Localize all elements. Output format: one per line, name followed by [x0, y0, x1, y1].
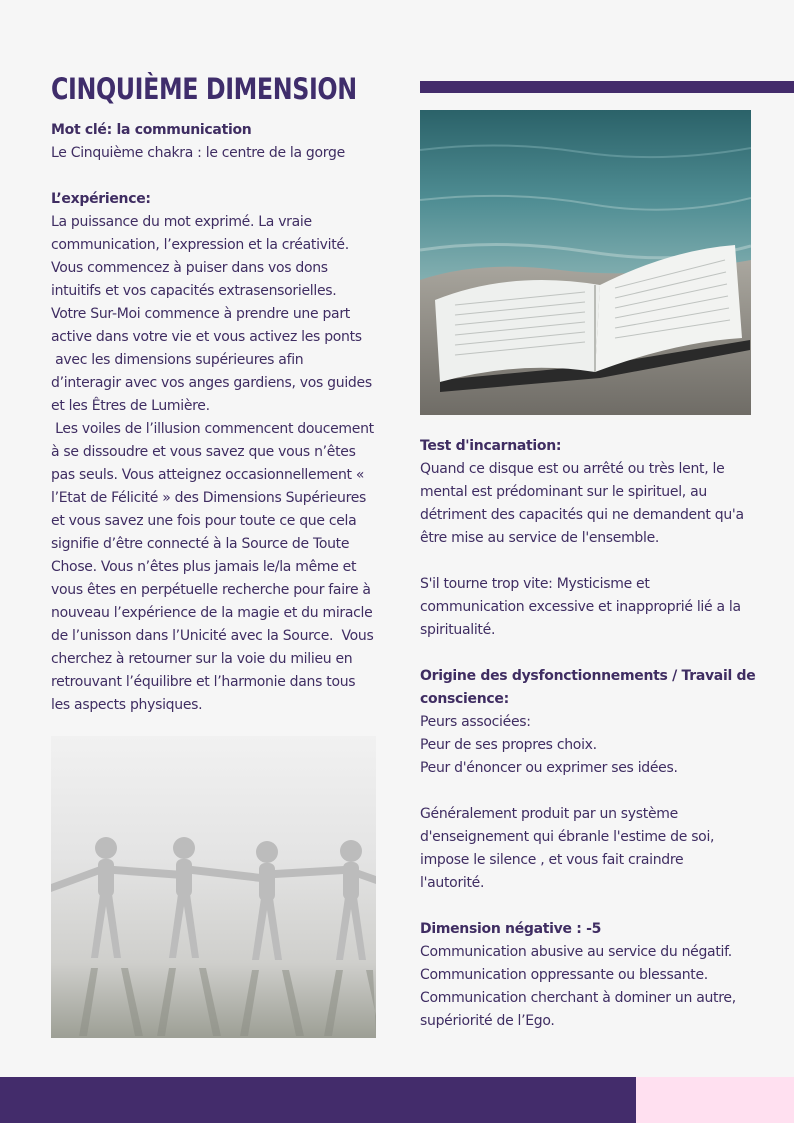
footer-bar [0, 1077, 636, 1123]
origin-line: Peurs associées: [420, 714, 531, 730]
test-line: mental est prédominant sur le spirituel, au [420, 484, 707, 500]
left-column [51, 119, 387, 717]
right-column [420, 435, 760, 1033]
general-line: impose le silence , et vous fait craindre [420, 852, 684, 868]
experience-line: signifie d’être connecté à la Source de Toute [51, 536, 350, 552]
experience-line: Les voiles de l’illusion commencent doucement [51, 421, 374, 437]
test-line: être mise au service de l'ensemble. [420, 530, 660, 546]
experience-line: pas seuls. Vous atteignez occasionnellement « [51, 467, 365, 483]
paper-people-illustration [51, 736, 376, 1038]
experience-line: vous êtes en perpétuelle recherche pour faire à [51, 582, 371, 598]
test-line: Quand ce disque est ou arrêté ou très lent, le [420, 461, 725, 477]
origin-line: Peur d'énoncer ou exprimer ses idées. [420, 760, 678, 776]
experience-line: les aspects physiques. [51, 697, 203, 713]
experience-line: et les Êtres de Lumière. [51, 398, 210, 414]
experience-line: active dans votre vie et vous activez les ponts [51, 329, 362, 345]
experience-line: Chose. Vous n’êtes plus jamais le/la même et [51, 559, 357, 575]
general-line: d'enseignement qui ébranle l'estime de soi, [420, 829, 715, 845]
test-line: détriment des capacités qui ne demandent qu'a [420, 507, 744, 523]
negative-line: Communication cherchant à dominer un autre, [420, 990, 736, 1006]
origin-line: Peur de ses propres choix. [420, 737, 597, 753]
experience-line: Votre Sur-Moi commence à prendre une part [51, 306, 350, 322]
negative-heading: Dimension négative : -5 [420, 921, 602, 937]
keyword-heading: Mot clé: la communication [51, 122, 252, 138]
sea-book-image [420, 110, 751, 415]
paper-people-image [51, 736, 376, 1038]
open-book-illustration [420, 110, 751, 415]
experience-line: communication, l’expression et la créativité. [51, 237, 349, 253]
experience-line: avec les dimensions supérieures afin [51, 352, 304, 368]
footer-pink-block [636, 1077, 794, 1123]
chakra-line: Le Cinquième chakra : le centre de la gorge [51, 145, 345, 161]
test-heading: Test d'incarnation: [420, 438, 562, 454]
accent-bar-top [420, 81, 794, 93]
page-title: CINQUIÈME DIMENSION [51, 72, 357, 106]
general-line: Généralement produit par un système [420, 806, 678, 822]
experience-heading: L’expérience: [51, 191, 151, 207]
fast-line: spiritualité. [420, 622, 496, 638]
general-line: l'autorité. [420, 875, 485, 891]
fast-line: S'il tourne trop vite: Mysticisme et [420, 576, 650, 592]
negative-line: Communication oppressante ou blessante. [420, 967, 708, 983]
negative-line: supériorité de l’Ego. [420, 1013, 555, 1029]
experience-line: nouveau l’expérience de la magie et du miracle [51, 605, 373, 621]
experience-line: cherchez à retourner sur la voie du milieu en [51, 651, 353, 667]
origin-heading: conscience: [420, 691, 509, 707]
experience-line: de l’unisson dans l’Unicité avec la Source. Vous [51, 628, 374, 644]
origin-heading: Origine des dysfonctionnements / Travail de [420, 668, 756, 684]
fast-line: communication excessive et inapproprié lié a la [420, 599, 741, 615]
experience-line: intuitifs et vos capacités extrasensorielles. [51, 283, 337, 299]
negative-line: Communication abusive au service du négatif. [420, 944, 732, 960]
experience-line: retrouvant l’équilibre et l’harmonie dans tous [51, 674, 356, 690]
experience-line: et vous savez une fois pour toute ce que cela [51, 513, 357, 529]
experience-line: à se dissoudre et vous savez que vous n’êtes [51, 444, 356, 460]
experience-line: Vous commencez à puiser dans vos dons [51, 260, 328, 276]
experience-line: l’Etat de Félicité » des Dimensions Supérieures [51, 490, 367, 506]
experience-line: La puissance du mot exprimé. La vraie [51, 214, 312, 230]
experience-line: d’interagir avec vos anges gardiens, vos guides [51, 375, 372, 391]
